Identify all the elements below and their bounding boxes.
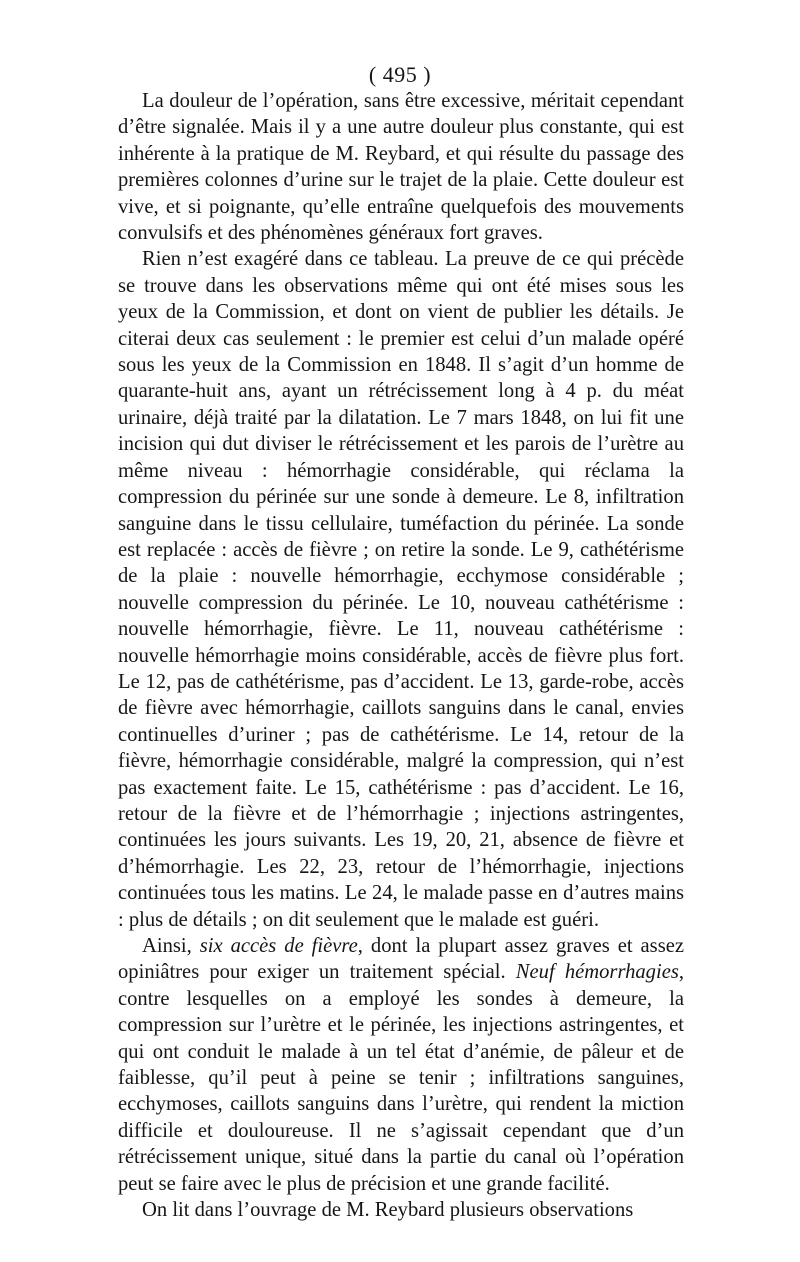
paragraph-3-intro: Ainsi, — [142, 935, 200, 957]
paragraph-2: Rien n’est exagéré dans ce tableau. La preuve de ce qui précède se trouve dans les observations même qui ont été mises sous les yeux de la Commission, et dont on vient de publier les détails. Je citerai deux cas seulement : le premier est celui d’un malade opéré sous les yeux de la Commission en 1848. Il s’agit d’un homme de quarante-huit ans, ayant un rétrécissement long à 4 p. du méat urinaire, déjà traité par la dilatation. Le 7 mars 1848, on lui fit une incision qui dut diviser le rétrécissement et les parois de l’urètre au même niveau : hémorrhagie considérable, qui réclama la compression du périnée sur une sonde à demeure. Le 8, infiltration sanguine dans le tissu cellulaire, tuméfaction du périnée. La sonde est replacée : accès de fièvre ; on retire la sonde. Le 9, cathétérisme de la plaie : nouvelle hémorrhagie, ecchymose considérable ; nouvelle compression du périnée. Le 10, nouveau cathétérisme : nouvelle hémorrhagie, fièvre. Le 11, nouveau cathétérisme : nouvelle hémorrhagie moins considérable, accès de fièvre plus fort. Le 12, pas de cathétérisme, pas d’accident. Le 13, garde-robe, accès de fièvre avec hémorrhagie, caillots sanguins dans le canal, envies continuelles d’uriner ; pas de cathétérisme. Le 14, retour de la fièvre, hémorrhagie considérable, malgré la compression, qui n’est pas exactement faite. Le 15, cathétérisme : pas d’accident. Le 16, retour de la fièvre et de l’hémorrhagie ; injections astringentes, continuées les jours suivants. Les 19, 20, 21, absence de fièvre et d’hémorrhagie. Les 22, 23, retour de l’hémorrhagie, injections continuées tous les matins. Le 24, le malade passe en d’autres mains : plus de détails ; on dit seulement que le malade est guéri. — [118, 248, 684, 931]
paragraph-3-middle: , dont la plupart assez graves et assez opiniâtres pour exiger un traitement spécial. — [118, 935, 684, 984]
emphasis-hemorrhages: Neuf hémorrhagies — [515, 961, 679, 984]
paragraph-3 — [118, 933, 684, 1197]
body-text — [118, 88, 684, 1223]
paragraph-4: On lit dans l’ouvrage de M. Reybard plusieurs observations — [142, 1199, 634, 1222]
emphasis-fever: six accès de fièvre — [199, 935, 358, 957]
paragraph-1: La douleur de l’opération, sans être excessive, méritait cependant d’être signalée. Mais il y a une autre douleur plus constante, qui est inhérente à la pratique de M. Reybard, et qui résulte du passage des premières colonnes d’urine sur le trajet de la plaie. Cette douleur est vive, et si poignante, qu’elle entraîne quelquefois des mouvements convulsifs et des phénomènes généraux fort graves. — [118, 90, 684, 245]
paragraph-3-rest: , contre lesquelles on a employé les sondes à demeure, la compression sur l’urètre et le périnée, les injections astringentes, et qui ont conduit le malade à un tel état d’anémie, de pâleur et de faiblesse, qu’il peut à peine se tenir ; infiltrations sanguines, ecchymoses, caillots sanguins dans l’urètre, qui rendent la miction difficile et douloureuse. Il ne s’agissait cependant que d’un rétrécissement unique, situé dans la partie du canal où l’opération peut se faire avec le plus de précision et une grande facilité. — [118, 961, 685, 1195]
page-number: ( 495 ) — [368, 62, 432, 87]
